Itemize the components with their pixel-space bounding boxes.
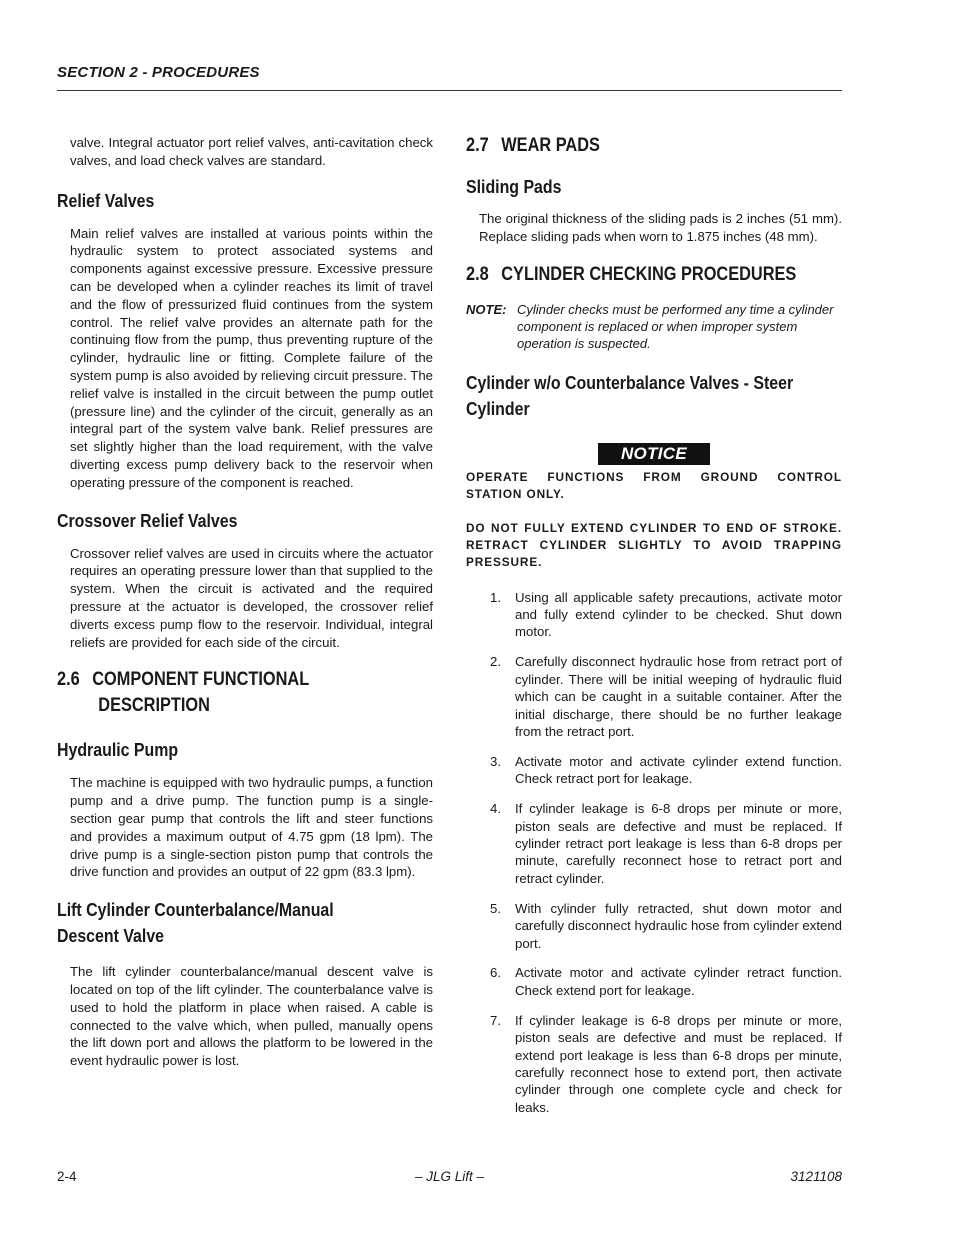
hydraulic-pump-heading: Hydraulic Pump <box>57 739 179 761</box>
lift-heading-line2: Descent Valve <box>57 925 165 947</box>
document-number: 3121108 <box>790 1169 842 1184</box>
sliding-pads-heading: Sliding Pads <box>466 176 562 197</box>
section-title: CYLINDER CHECKING PROCEDURES <box>501 263 797 285</box>
crossover-relief-heading: Crossover Relief Valves <box>57 509 238 531</box>
notice-banner <box>466 443 842 465</box>
section-title: WEAR PADS <box>501 135 600 156</box>
step-text: Using all applicable safety precautions, activate motor and fully extend cylinder to be checked. Shut down motor. <box>515 589 842 640</box>
cylinder-heading-line1: Cylinder w/o Counterbalance Valves - Steer <box>466 371 794 393</box>
step-item <box>466 800 842 887</box>
step-number: 4. <box>490 801 501 817</box>
procedure-steps <box>466 589 842 1117</box>
step-text: Activate motor and activate cylinder retract function. Check extend port for leakage. <box>515 965 842 998</box>
step-text: Carefully disconnect hydraulic hose from retract port of cylinder. There will be initial weeping of hydraulic fluid which can be caught in a suitable container. After the initial discharge, there should be no further leakage from the retract port. <box>515 654 842 739</box>
footer-brand: – JLG Lift – <box>414 1169 485 1184</box>
step-text: If cylinder leakage is 6-8 drops per minute or more, piston seals are defective and must be replaced. If extend port leakage is less than 6-8 drops per minute, carefully reconnect hose to extend port, then activate cylinder through one complete cycle and check for leaks. <box>515 1012 842 1115</box>
step-number: 2. <box>490 654 501 670</box>
notice-text-1: OPERATE FUNCTIONS FROM GROUND CONTROL STATION ONLY. <box>466 469 842 501</box>
section-2-6-heading <box>57 667 433 719</box>
step-text: Activate motor and activate cylinder extend function. Check retract port for leakage. <box>515 753 842 787</box>
note-text: Cylinder checks must be performed any time a cylinder component is replaced or when improper system operation is suspected. <box>517 301 834 351</box>
right-column <box>466 134 842 1129</box>
step-item <box>466 589 842 641</box>
step-number: 6. <box>490 965 501 981</box>
cylinder-heading <box>466 370 842 422</box>
section-number: 2.6 <box>57 669 80 691</box>
lift-cylinder-paragraph: The lift cylinder counterbalance/manual descent valve is located on top of the lift cylinder. The counterbalance valve is used to hold the platform in place when raised. A cable is connected to the valve which, when pulled, manually opens the lift down port and allows the platform to be lowered in the event hydraulic power is lost. <box>70 964 433 1069</box>
note-block <box>466 301 842 352</box>
section-title-line2: DESCRIPTION <box>98 695 210 717</box>
relief-valves-paragraph: Main relief valves are installed at various points within the hydraulic system to protect associated systems and components against excessive pressure. Excessive pressure can be developed when a cylinder reaches its limit of travel and the flow of pressurized fluid continues from the system control. The relief valve provides an alternate path for the continuing flow from the pump, thus preventing rupture of the cylinder, hydraulic line or fitting. Complete failure of the system pump is also avoided by relieving circuit pressure. The relief valve is installed in the circuit between the pump outlet (pressure line) and the cylinder of the circuit, generally as an integral part of the system valve bank. Relief pressures are set slightly higher than the load requirement, with the valve diverting excess pump delivery back to the reservoir when operating pressure of the component is reached. <box>70 225 433 490</box>
notice-text-2: DO NOT FULLY EXTEND CYLINDER TO END OF STROKE. RETRACT CYLINDER SLIGHTLY TO AVOID TRAPPING PRESSURE. <box>466 521 842 570</box>
step-number: 3. <box>490 753 501 769</box>
step-number: 5. <box>490 900 501 916</box>
section-title: SECTION 2 - PROCEDURES <box>57 64 260 81</box>
step-item <box>466 964 842 999</box>
step-number: 7. <box>490 1012 501 1028</box>
step-number: 1. <box>490 589 501 605</box>
step-item <box>466 1012 842 1116</box>
lift-heading-line1: Lift Cylinder Counterbalance/Manual <box>57 899 334 921</box>
hydraulic-pump-paragraph: The machine is equipped with two hydraulic pumps, a function pump and a drive pump. The function pump is a single-section gear pump that controls the lift and steer functions and provides a maximum output of 4.75 gpm (18 lpm). The drive pump is a single-section piston pump that controls the drive function and provides an output of 22 gpm (83.3 lpm). <box>70 775 433 880</box>
intro-paragraph: valve. Integral actuator port relief valves, anti-cavitation check valves, and load check valves are standard. <box>70 135 433 168</box>
lift-cylinder-heading <box>57 897 433 949</box>
section-number: 2.7 <box>466 135 489 156</box>
cylinder-heading-line2: Cylinder <box>466 397 530 419</box>
relief-valves-heading: Relief Valves <box>57 189 155 211</box>
section-title-line1: COMPONENT FUNCTIONAL <box>92 669 310 691</box>
notice-label: NOTICE <box>598 443 710 465</box>
section-2-7-heading <box>466 133 789 159</box>
left-column <box>57 134 433 1070</box>
page-number: 2-4 <box>57 1169 77 1184</box>
note-label: NOTE: <box>466 301 507 317</box>
step-item <box>466 653 842 740</box>
step-item <box>466 900 842 952</box>
crossover-relief-paragraph: Crossover relief valves are used in circuits where the actuator requires an operating pressure lower than that supplied to the system. When the circuit is activated and the required pressure at the actuator is developed, the crossover relief diverts excess pump flow to the reservoir. Individual, integral reliefs are provided for each side of the circuit. <box>70 545 433 650</box>
step-item <box>466 753 842 788</box>
sliding-pads-paragraph: The original thickness of the sliding pads is 2 inches (51 mm). Replace sliding pads when worn to 1.875 inches (48 mm). <box>479 211 842 244</box>
page-header <box>57 64 842 91</box>
section-2-8-heading <box>466 262 797 288</box>
step-text: With cylinder fully retracted, shut down motor and carefully disconnect hydraulic hose from cylinder extend port. <box>515 900 842 951</box>
step-text: If cylinder leakage is 6-8 drops per minute or more, piston seals are defective and must be replaced. If cylinder retract port leakage is less than 6-8 drops per minute, carefully reconnect hose to retract port and retract cylinder. <box>515 801 842 886</box>
section-number: 2.8 <box>466 263 489 285</box>
